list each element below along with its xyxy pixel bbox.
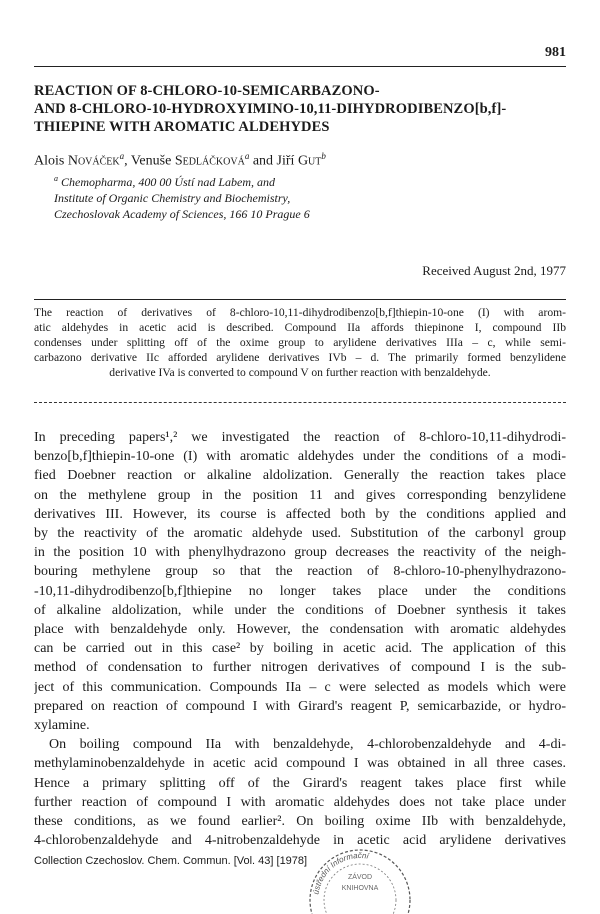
- body-line: further reaction of compound I with aromatic aldehydes does not take place under: [34, 794, 566, 810]
- body-line: methylaminobenzaldehyde in acetic acid compound I was obtained in all three cases.: [34, 756, 566, 772]
- affiliation-line: Institute of Organic Chemistry and Biochemistry,: [54, 191, 291, 205]
- body-line: derivatives III. However, its course is affected both by the conditions applied and: [34, 506, 566, 522]
- stamp-line-2: KNIHOVNA: [341, 885, 379, 892]
- affiliation-line: [54, 171, 310, 190]
- author-given-name: Jiří: [276, 153, 295, 169]
- page-number: 981: [545, 45, 566, 60]
- body-line: -10,11-dihydrodibenzo[b,f]thiepine no longer takes place under the conditions: [34, 583, 566, 599]
- body-line: Hence a primary splitting off of the Girard's reagent takes place first while: [34, 775, 566, 791]
- author-separator: and: [249, 153, 277, 169]
- author-affiliation-mark: a: [119, 151, 125, 161]
- stamp-ring-text: ústřední Informační: [311, 850, 370, 896]
- abstract-line: condenses under splitting off of the oxime group to arylidene derivatives IIIa – c, while semi-: [34, 336, 566, 349]
- stamp-line-1: ZÁVOD: [347, 874, 373, 881]
- journal-footer: Collection Czechoslov. Chem. Commun. [Vol. 43] [1978]: [34, 855, 308, 867]
- affiliations: [54, 171, 310, 222]
- abstract-line: carbazono derivative IIc afforded arylidene derivatives IVb – d. The primarily formed benzylidene: [34, 351, 566, 364]
- author-family-name: Gut: [297, 153, 322, 169]
- body-line: on the methylene group in the position 11 and gives corresponding benzylidene: [34, 487, 566, 503]
- body-line: of alkaline aldolization, while under the conditions of Doebner synthesis it takes: [34, 602, 566, 618]
- abstract-top-rule: [34, 299, 566, 300]
- title-line: REACTION OF 8-CHLORO-10-SEMICARBAZONO-: [34, 83, 380, 99]
- header-rule: [34, 66, 566, 67]
- body-line: in the position 10 with phenylhydrazono group decreases the reactivity of the neigh-: [34, 545, 566, 561]
- body-line: xylamine.: [34, 718, 90, 734]
- body-line: 4-chlorobenzaldehyde and 4-nitrobenzaldehyde in acetic acid arylidene derivatives: [34, 833, 566, 849]
- body-line: bouring methylene group so that the reaction of 8-chloro-10-phenylhydrazono-: [34, 564, 566, 580]
- body-line: benzo[b,f]thiepin-10-one (I) with aromatic aldehydes under the conditions of a modi-: [34, 449, 566, 465]
- body-text: [34, 428, 566, 850]
- body-line: In preceding papers¹,² we investigated the reaction of 8-chloro-10,11-dihydrodi-: [34, 430, 566, 445]
- author-separator: ,: [124, 153, 131, 169]
- author-family-name: Nováček: [67, 153, 120, 169]
- abstract-bottom-rule: [34, 402, 566, 403]
- body-line: these conditions, as we found earlier². On boiling oxime IIb with benzaldehyde,: [34, 814, 566, 830]
- author-family-name: Sedláčková: [174, 153, 245, 169]
- body-line: method of condensation to further nitrogen derivatives of compound I is the sub-: [34, 660, 566, 676]
- body-line: ject of this communication. Compounds IIa – c were selected as models which were: [34, 679, 566, 695]
- library-stamp: [296, 842, 424, 914]
- article-title: [34, 82, 570, 136]
- stamp-seal-icon: [296, 842, 424, 914]
- abstract-line: atic aldehydes in acetic acid is described. Compound IIa affords thiepinone I, compound IIb: [34, 321, 566, 334]
- body-line: On boiling compound IIa with benzaldehyde, 4-chlorobenzaldehyde and 4-di-: [49, 737, 566, 753]
- author-affiliation-mark: a: [244, 151, 250, 161]
- body-line: prepared on reaction of compound I with Girard's reagent P, semicarbazide, or hydro-: [34, 698, 566, 714]
- affiliation-text: Chemopharma, 400 00 Ústí nad Labem, and: [58, 175, 276, 189]
- body-line: by the reactivity of the aromatic aldehyde used. Substitution of the carbonyl group: [34, 526, 566, 542]
- author-given-name: Venuše: [130, 153, 172, 169]
- body-line: can be carried out in this case² by boiling in acetic acid. The application of this: [34, 641, 566, 657]
- body-line: fied Doebner reaction or alkaline aldolization. Generally the reaction takes place: [34, 468, 566, 484]
- author-list: [34, 151, 326, 170]
- abstract-line: The reaction of derivatives of 8-chloro-10,11-dihydrodibenzo[b,f]thiepin-10-one (I) with arom-: [34, 306, 566, 319]
- abstract: [34, 305, 566, 380]
- body-line: place with benzaldehyde only. However, the condensation with aromatic aldehydes: [34, 622, 566, 638]
- title-line: THIEPINE WITH AROMATIC ALDEHYDES: [34, 119, 330, 135]
- affiliation-mark: a: [54, 174, 58, 183]
- author-given-name: Alois: [34, 153, 65, 169]
- affiliation-line: Czechoslovak Academy of Sciences, 166 10 Prague 6: [54, 207, 310, 221]
- author-affiliation-mark: b: [321, 151, 326, 161]
- title-line: AND 8-CHLORO-10-HYDROXYIMINO-10,11-DIHYDRODIBENZO[b,f]-: [34, 101, 507, 117]
- abstract-line: derivative IVa is converted to compound V on further reaction with benzaldehyde.: [109, 366, 491, 379]
- received-date: Received August 2nd, 1977: [422, 263, 566, 278]
